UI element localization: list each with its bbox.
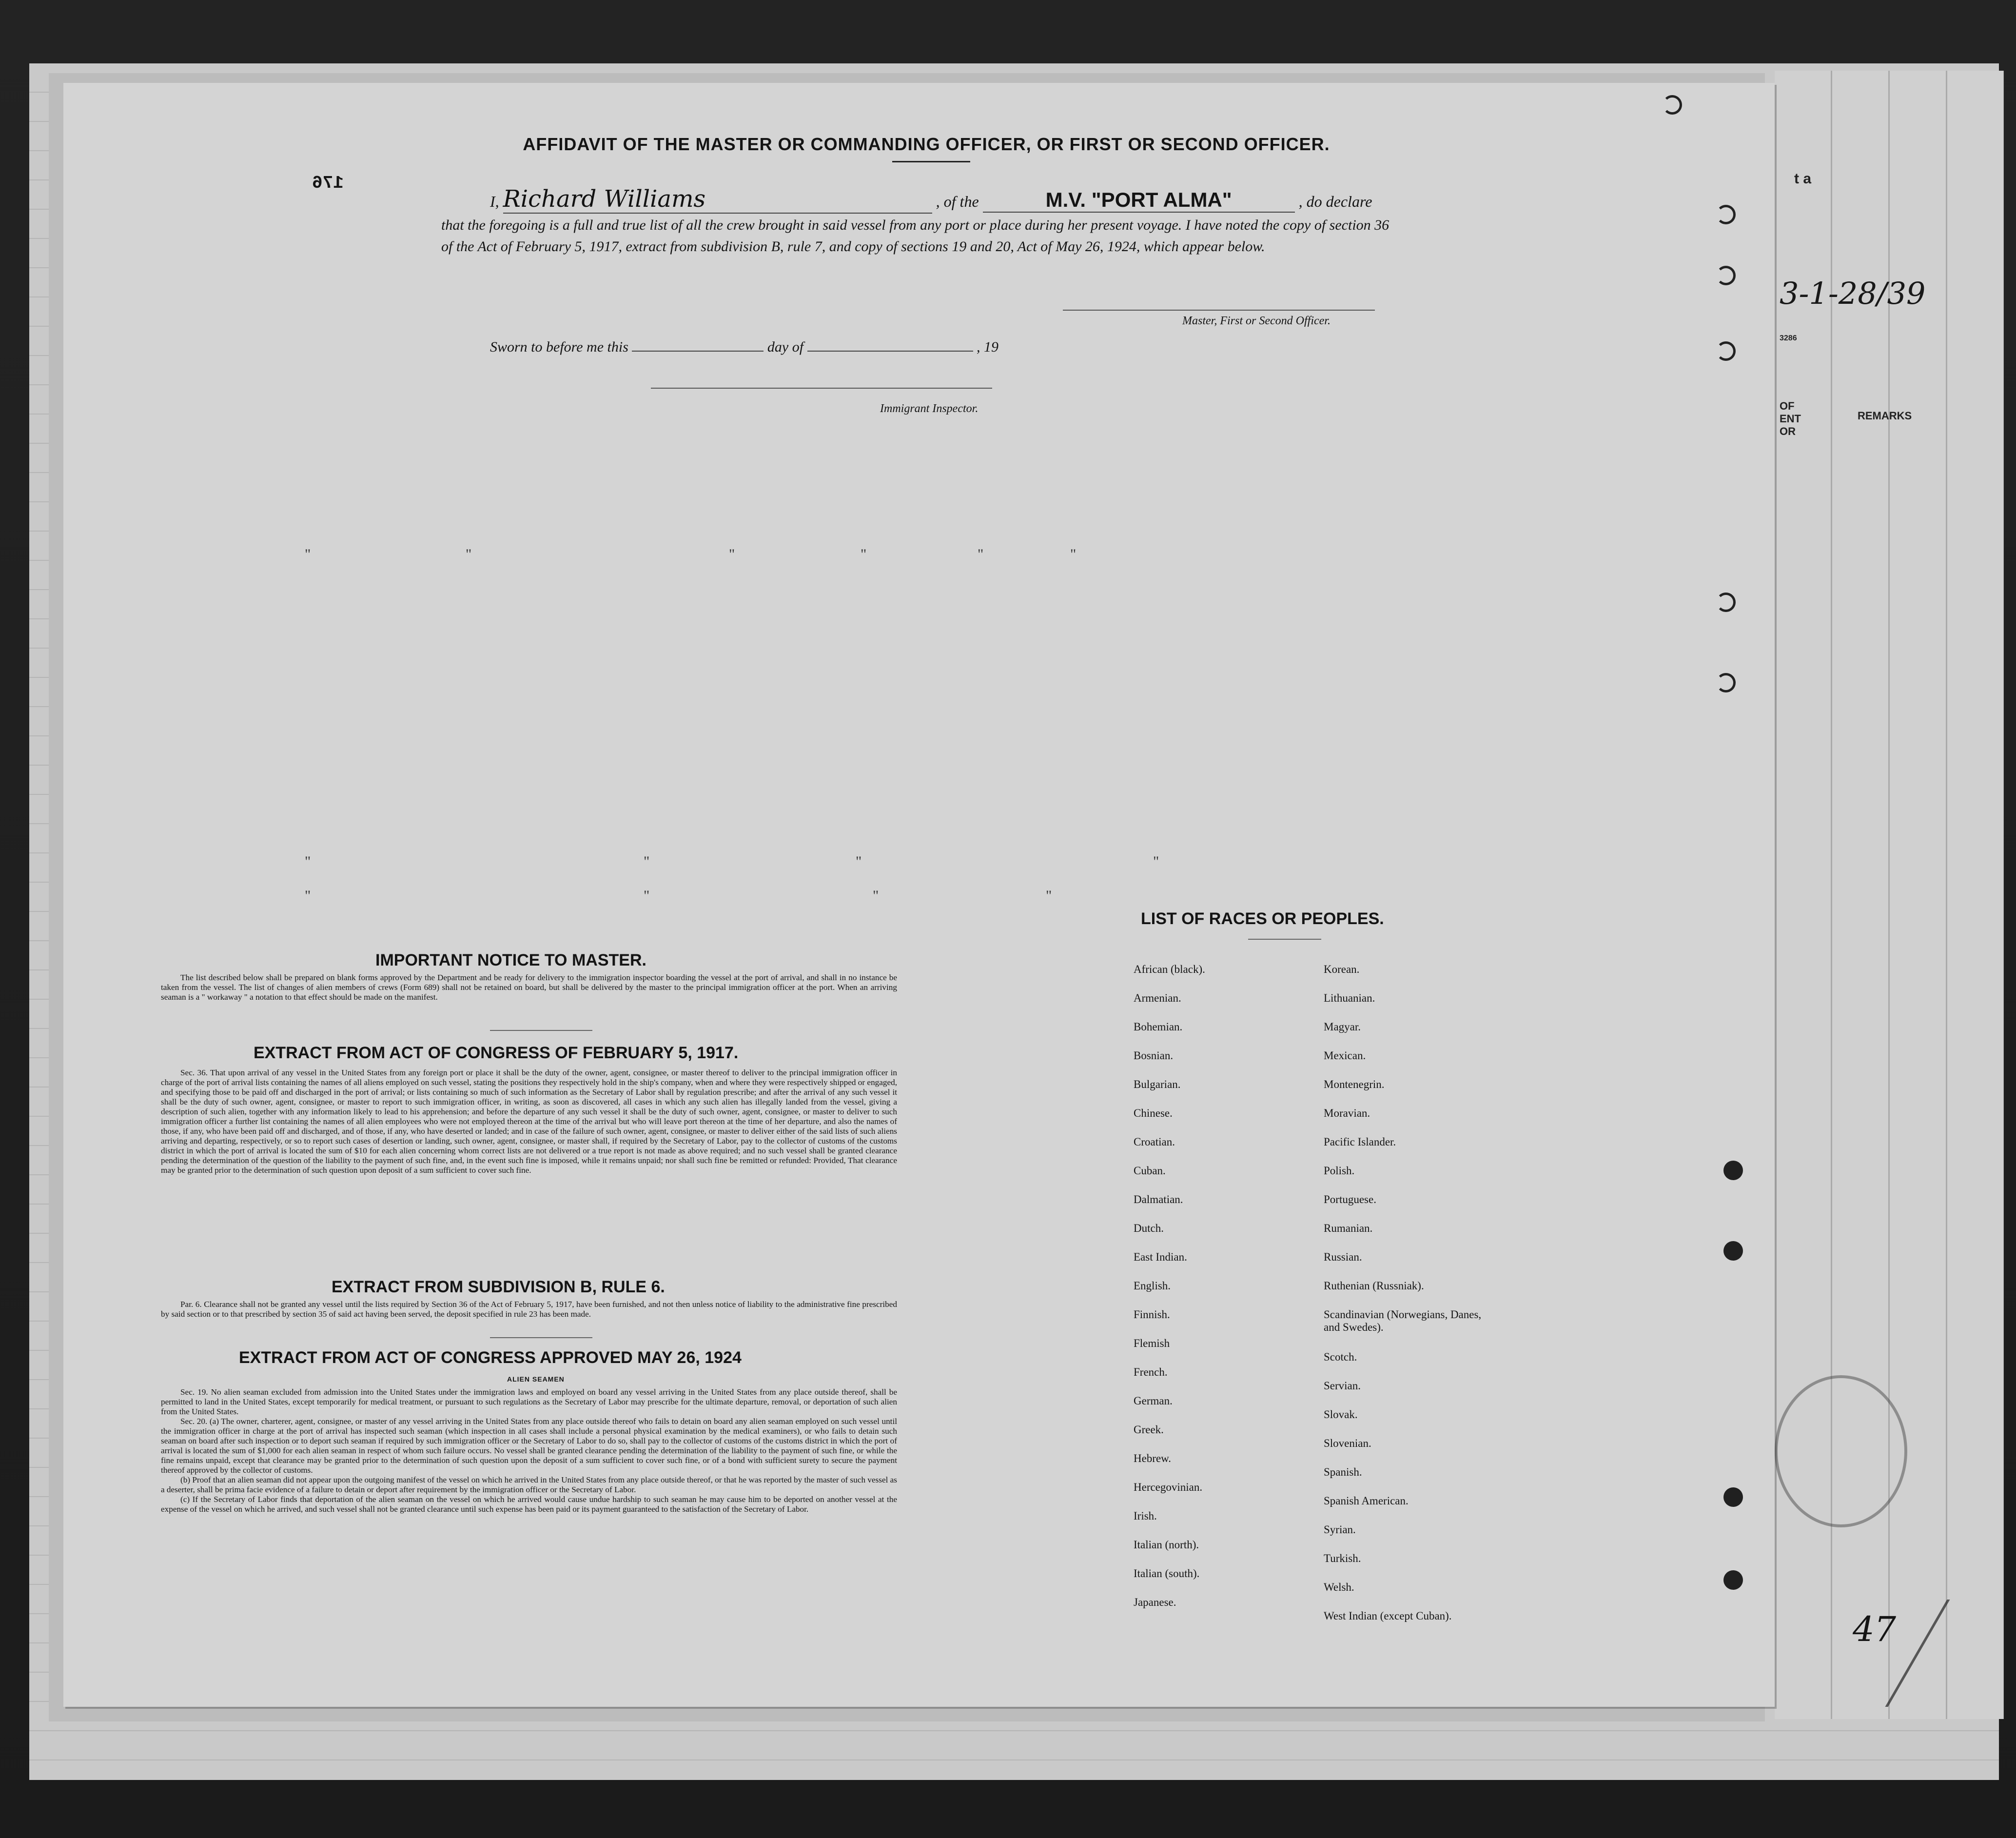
- race-item: Dutch.: [1134, 1222, 1164, 1234]
- race-item: Slovak.: [1324, 1408, 1358, 1421]
- ditto-mark: ": [861, 546, 867, 562]
- race-item: Dalmatian.: [1134, 1193, 1183, 1206]
- race-item: Scotch.: [1324, 1351, 1357, 1363]
- act-1924-heading: EXTRACT FROM ACT OF CONGRESS APPROVED MAY 26, 1924: [239, 1348, 742, 1367]
- race-item: French.: [1134, 1366, 1168, 1378]
- race-item: Portuguese.: [1324, 1193, 1376, 1206]
- sworn-line: [490, 339, 998, 356]
- binder-hole: [1723, 1570, 1743, 1590]
- form-code: 3286: [1780, 334, 1797, 342]
- races-title: LIST OF RACES OR PEOPLES.: [1141, 909, 1384, 928]
- race-item: Scandinavian (Norwegians, Danes, and Swedes).: [1324, 1308, 1482, 1333]
- act-1924-sec20a: Sec. 20. (a) The owner, charterer, agent, consignee, or master of any vessel arriving in the United States from any place outside thereof who fails to detain on board any alien seaman employed on such vessel until the immigration officer in charge at the port of arrival has inspected such seaman (which inspection in all cases shall include a personal physical examination by the medical examiners), or who fails to detain such seaman on board after such inspection or to deport such seaman if required by such immigration officer or the Secretary of Labor to do so, shall pay to the collector of customs of the customs district in which the port of arrival is located the sum of $1,000 for each alien seaman in respect of whom such failure occurs. No vessel shall be granted clearance pending the determination of the liability to the payment of such fine, or while the fine remains unpaid, except that clearance may be granted prior to the determination of such question upon the deposit of a sum sufficient to cover such fine, or of a bond with sufficient surety to secure the payment thereof approved by the collector of customs.: [161, 1417, 897, 1475]
- ditto-mark: ": [1153, 853, 1159, 870]
- race-item: East Indian.: [1134, 1251, 1187, 1263]
- ditto-mark: ": [644, 888, 650, 904]
- race-item: Cuban.: [1134, 1165, 1166, 1177]
- race-item: German.: [1134, 1395, 1173, 1407]
- ditto-mark: ": [1046, 888, 1052, 904]
- sworn-prefix: Sworn to before me this: [490, 339, 628, 355]
- race-item: Greek.: [1134, 1423, 1164, 1436]
- race-item: Montenegrin.: [1324, 1078, 1385, 1090]
- declaration-of-the: , of the: [936, 193, 979, 210]
- notice-heading: IMPORTANT NOTICE TO MASTER.: [375, 951, 646, 969]
- ditto-mark: ": [644, 853, 650, 870]
- race-item: Syrian.: [1324, 1523, 1356, 1536]
- sworn-month-field: [807, 351, 973, 352]
- race-item: Flemish: [1134, 1337, 1170, 1349]
- affidavit-title: AFFIDAVIT OF THE MASTER OR COMMANDING OFFICER, OR FIRST OR SECOND OFFICER.: [523, 134, 1330, 154]
- race-item: Slovenian.: [1324, 1437, 1371, 1449]
- master-signature-line: [1063, 310, 1375, 311]
- race-item: Pacific Islander.: [1324, 1136, 1396, 1148]
- remarks-header: REMARKS: [1858, 410, 1912, 422]
- race-item: Spanish.: [1324, 1466, 1362, 1478]
- race-item: Armenian.: [1134, 992, 1181, 1004]
- binder-hole: [1716, 266, 1736, 285]
- ditto-mark: ": [466, 546, 472, 562]
- race-item: Polish.: [1324, 1165, 1355, 1177]
- sworn-day-field: [632, 351, 763, 352]
- act-1924-sec20b: (b) Proof that an alien seaman did not appear upon the outgoing manifest of the vessel on which he arrived in the United States from any place outside thereof, or that he was reported by the master of such vessel as a deserter, shall be prima facie evidence of a failure to detain or deport after requirement by the immigration officer or the Secretary of Labor.: [161, 1475, 897, 1494]
- inspector-signature-line: [651, 388, 992, 389]
- race-item: Japanese.: [1134, 1596, 1176, 1608]
- race-item: English.: [1134, 1280, 1171, 1292]
- master-signature: Richard Williams: [503, 185, 706, 213]
- section-rule: [490, 1337, 592, 1338]
- race-item: Hercegovinian.: [1134, 1481, 1203, 1493]
- race-item: Rumanian.: [1324, 1222, 1373, 1234]
- race-item: Chinese.: [1134, 1107, 1173, 1119]
- race-item: Ruthenian (Russniak).: [1324, 1280, 1424, 1292]
- master-caption: Master, First or Second Officer.: [1182, 315, 1331, 327]
- races-title-rule: [1248, 939, 1321, 940]
- race-item: Korean.: [1324, 963, 1360, 975]
- declaration-line: [490, 185, 1372, 214]
- page-number: 47: [1853, 1609, 1897, 1649]
- act-1917-heading: EXTRACT FROM ACT OF CONGRESS OF FEBRUARY 5, 1917.: [254, 1044, 739, 1062]
- race-item: Finnish.: [1134, 1308, 1170, 1321]
- race-item: Bulgarian.: [1134, 1078, 1181, 1090]
- vessel-name: M.V. "PORT ALMA": [1045, 188, 1232, 211]
- race-item: Lithuanian.: [1324, 992, 1375, 1004]
- declaration-prefix: I,: [490, 193, 499, 210]
- race-item: Moravian.: [1324, 1107, 1370, 1119]
- ditto-mark: ": [305, 853, 311, 870]
- handwritten-date: 3-1-28/39: [1780, 276, 1926, 311]
- ditto-mark: ": [729, 546, 735, 562]
- race-item: Italian (south).: [1134, 1567, 1200, 1580]
- section-rule: [490, 1030, 592, 1031]
- binder-hole: [1716, 205, 1736, 224]
- act-1924-sec19: Sec. 19. No alien seaman excluded from admission into the United States under the immigration laws and employed on board any vessel arriving in the United States from any place outside thereof, shall be permitted to land in the United States, except temporarily for medical treatment, or pursuant to such regulations as the Secretary of Labor may prescribe for the ultimate departure, removal, or deportation of such alien from the United States.: [161, 1387, 897, 1416]
- title-underline: [892, 161, 970, 162]
- race-item: Hebrew.: [1134, 1452, 1172, 1464]
- sworn-day-of: day of: [767, 339, 804, 355]
- declaration-suffix: , do declare: [1298, 193, 1372, 210]
- race-item: Irish.: [1134, 1510, 1157, 1522]
- race-item: Turkish.: [1324, 1552, 1361, 1564]
- race-item: Mexican.: [1324, 1049, 1366, 1062]
- sworn-year: , 19: [977, 339, 999, 355]
- subdivision-b-heading: EXTRACT FROM SUBDIVISION B, RULE 6.: [332, 1278, 665, 1296]
- race-item: African (black).: [1134, 963, 1205, 975]
- master-name-field: [503, 185, 932, 214]
- race-item: Servian.: [1324, 1380, 1361, 1392]
- form-number: 176: [312, 173, 344, 193]
- notice-text: The list described below shall be prepared on blank forms approved by the Department and be ready for delivery to the immigration inspector boarding the vessel at the port of arrival, and shall in no instance be taken from the vessel. The list of changes of alien members of crews (Form 689) shall not be retained on board, but shall be delivered by the master to the principal immigration officer at the port. When an arriving seaman is a " workaway " a notation to that effect should be made on the manifest.: [161, 973, 897, 1002]
- ditto-mark: ": [856, 853, 862, 870]
- binder-hole: [1663, 95, 1682, 115]
- binder-hole: [1723, 1487, 1743, 1507]
- act-1924-subheading: ALIEN SEAMEN: [507, 1375, 565, 1383]
- ditto-mark: ": [305, 546, 311, 562]
- ditto-mark: ": [1070, 546, 1077, 562]
- race-item: West Indian (except Cuban).: [1324, 1610, 1452, 1622]
- ditto-mark: ": [873, 888, 879, 904]
- race-item: Bohemian.: [1134, 1021, 1183, 1033]
- ditto-mark: ": [305, 888, 311, 904]
- binder-hole: [1723, 1241, 1743, 1261]
- race-item: Bosnian.: [1134, 1049, 1174, 1062]
- race-item: Italian (north).: [1134, 1539, 1199, 1551]
- race-item: Russian.: [1324, 1251, 1362, 1263]
- act-1924-sec20c: (c) If the Secretary of Labor finds that deportation of the alien seaman on the vessel on which he arrived would cause undue hardship to such seaman he may cause him to be deported on another vessel at the expense of the vessel on which he arrived, and such vessel shall not be granted clearance until such expense has been paid or its payment guaranteed to the satisfaction of the Secretary of Labor.: [161, 1495, 897, 1514]
- binder-hole: [1723, 1161, 1743, 1180]
- binder-hole: [1716, 673, 1736, 692]
- race-item: Welsh.: [1324, 1581, 1354, 1593]
- inspector-caption: Immigrant Inspector.: [880, 402, 979, 415]
- declaration-body: that the foregoing is a full and true list of all the crew brought in said vessel from any port or place during her present voyage. I have noted the copy of section 36 of the Act of February 5, 1917, extract from subdivision B, rule 7, and copy of sections 19 and 20, Act of May 26, 1924, which appear below.: [441, 217, 1390, 255]
- header-fragment: t a: [1794, 171, 1812, 187]
- act-1924-sections: [161, 1387, 897, 1514]
- ditto-mark: ": [978, 546, 984, 562]
- column-header-fragment: OF ENT OR: [1780, 400, 1801, 437]
- race-item: Spanish American.: [1324, 1495, 1409, 1507]
- binder-hole: [1716, 341, 1736, 361]
- race-item: Croatian.: [1134, 1136, 1175, 1148]
- binder-hole: [1716, 593, 1736, 612]
- ink-stamp: [1775, 1375, 1907, 1527]
- subdivision-b-text: Par. 6. Clearance shall not be granted any vessel until the lists required by Section 36 of the Act of February 5, 1917, have been furnished, and not then unless notice of liability to the administrative fine prescribed by said section or to that prescribed by section 35 of said act having been served, the deposit specified in rule 23 has been made.: [161, 1300, 897, 1319]
- vessel-field: [983, 188, 1295, 213]
- race-item: Magyar.: [1324, 1021, 1361, 1033]
- act-1917-text: Sec. 36. That upon arrival of any vessel in the United States from any foreign port or place it shall be the duty of the owner, agent, consignee, or master thereof to deliver to the principal immigration officer in charge of the port of arrival lists containing the names of all aliens employed on such vessel, stating the positions they respectively hold in the ship's company, when and where they were respectively shipped or engaged, and specifying those to be paid off and discharged in the port of arrival; or lists containing so much of such information as the Secretary of Labor shall by regulation prescribe; and after the arrival of any such vessel it shall be the duty of such owner, agent, consignee, or master to report to such immigration officer, in writing, as soon as discovered, all cases in which any such alien has illegally landed from the vessel, giving a description of such alien, together with any information likely to lead to his apprehension; and before the departure of any such vessel it shall be the duty of such owner, agent, consignee, or master to deliver to such immigration officer a further list containing the names of all alien employees who were not employed thereon at the time of the arrival but who will leave port thereon at the time of her departure, and also the names of those, if any, who have been paid off and discharged, and of those, if any, who have deserted or landed; and in case of the failure of such owner, agent, consignee, or master to deliver either of the said lists of such aliens arriving and departing, respectively, or so to report such cases of desertion or landing, such owner, agent, consignee, or master shall, if required by the Secretary of Labor, pay to the collector of customs of the customs district in which the port of arrival is located the sum of $10 for each alien concerning whom correct lists are not delivered or a true report is not made as above required; and no such vessel shall be granted clearance pending the determination of the question of the liability to the payment of such fine, and, in the event such fine is imposed, while it remains unpaid; nor shall such fine be remitted or refunded: Provided, That clearance may be granted prior to the determination of such question upon deposit of a sum sufficient to cover such fine.: [161, 1068, 897, 1175]
